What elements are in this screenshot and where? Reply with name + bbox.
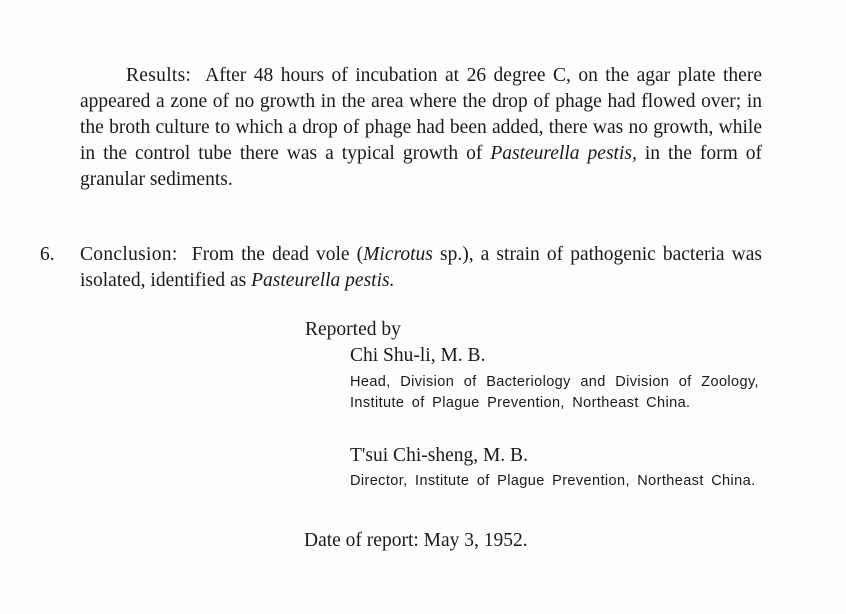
author-affiliation: Head, Division of Bacteriology and Division of Zoology, Institute of Plague Prevention, Northeast China.	[350, 374, 759, 411]
results-text-2: in the form of granular sediments.	[80, 143, 763, 190]
date-label: Date of report:	[304, 530, 419, 551]
report-date	[304, 528, 528, 554]
date-value: May 3, 1952.	[423, 530, 528, 551]
author-affiliation: Director, Institute of Plague Prevention, Northeast China.	[350, 473, 756, 489]
results-label: Results:	[126, 65, 192, 86]
results-paragraph	[80, 63, 762, 193]
results-text-1: After 48 hours of incubation at 26 degree C, on the agar plate there appeared a zone of no growth in the area where the drop of phage had flowed over; in the broth culture to which a drop of phage had been added, there was no growth, while in the control tube there was a typical growth of	[80, 65, 762, 164]
results-species-italic: Pasteurella pestis,	[490, 143, 637, 164]
reported-by-label: Reported by	[305, 319, 401, 340]
conclusion-species-italic: Pasteurella pestis.	[251, 270, 395, 291]
conclusion-label: Conclusion:	[80, 244, 178, 265]
conclusion-paragraph	[80, 242, 762, 294]
author-name: T'sui Chi-sheng, M. B.	[350, 445, 528, 466]
section-number: 6.	[40, 244, 55, 265]
conclusion-text-2: sp.), a strain of pathogenic bacteria was isolated, identified as	[80, 244, 762, 291]
conclusion-text-1: From the dead vole (	[191, 244, 364, 265]
author-name: Chi Shu-li, M. B.	[350, 345, 486, 366]
conclusion-genus-italic: Microtus	[363, 244, 433, 265]
